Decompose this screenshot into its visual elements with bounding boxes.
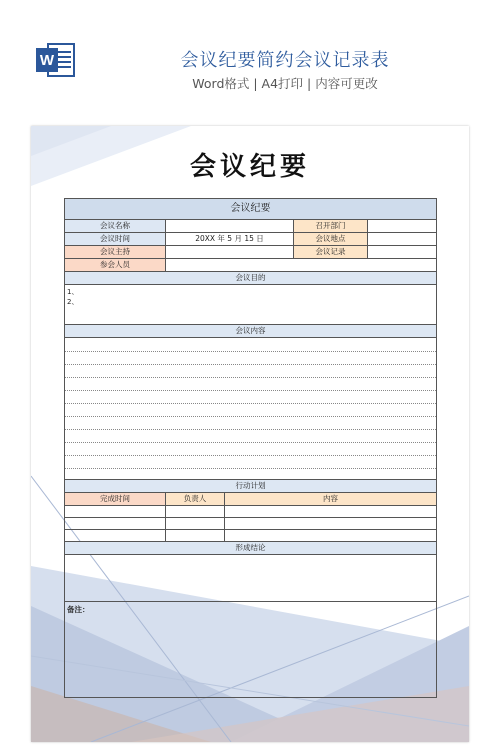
document-title: 会议纪要 — [189, 152, 310, 182]
svg-text:W: W — [39, 52, 55, 69]
field-department[interactable] — [368, 220, 436, 232]
plan-cell[interactable] — [65, 530, 166, 541]
form-row-time — [65, 233, 436, 246]
plan-cell[interactable] — [225, 518, 436, 529]
page-title: 会议纪要简约会议记录表 — [180, 50, 390, 71]
form-row-attendees — [65, 259, 436, 272]
content-line — [65, 377, 436, 378]
plan-cell[interactable] — [166, 518, 225, 529]
section-content-header: 会议内容 — [65, 325, 436, 338]
notes-area[interactable] — [65, 602, 436, 697]
label-attendees: 参会人员 — [65, 259, 166, 271]
plan-row — [65, 518, 436, 530]
field-host[interactable] — [166, 246, 294, 258]
label-recorder: 会议记录 — [294, 246, 368, 258]
conclusion-area[interactable] — [65, 555, 436, 602]
label-host: 会议主持 — [65, 246, 166, 258]
section-conclusion-header: 形成结论 — [65, 542, 436, 555]
purpose-area[interactable] — [65, 285, 436, 325]
form-row-host — [65, 246, 436, 259]
label-location: 会议地点 — [294, 233, 368, 245]
plan-cell[interactable] — [65, 506, 166, 517]
field-location[interactable] — [368, 233, 436, 245]
content-line — [65, 403, 436, 404]
plan-col-content: 内容 — [225, 493, 436, 505]
label-department: 召开部门 — [294, 220, 368, 232]
content-line — [65, 455, 436, 456]
field-attendees[interactable] — [166, 259, 436, 271]
field-meeting-name[interactable] — [166, 220, 294, 232]
plan-row — [65, 506, 436, 518]
content-line — [65, 442, 436, 443]
content-line — [65, 364, 436, 365]
content-line — [65, 416, 436, 417]
page-subtitle: Word格式 | A4打印 | 内容可更改 — [192, 76, 378, 91]
label-meeting-time: 会议时间 — [65, 233, 166, 245]
plan-cell[interactable] — [225, 506, 436, 517]
purpose-item: 1、 — [67, 288, 79, 296]
purpose-item: 2、 — [67, 298, 79, 306]
section-purpose-header: 会议目的 — [65, 272, 436, 285]
content-line — [65, 468, 436, 469]
meeting-form — [64, 198, 437, 698]
content-area[interactable] — [65, 338, 436, 480]
plan-cell[interactable] — [166, 506, 225, 517]
form-title: 会议纪要 — [65, 199, 436, 220]
plan-row — [65, 530, 436, 542]
form-row-name — [65, 220, 436, 233]
content-line — [65, 351, 436, 352]
content-line — [65, 429, 436, 430]
plan-cell[interactable] — [65, 518, 166, 529]
field-meeting-time[interactable]: 20XX 年 5 月 15 日 — [166, 233, 294, 245]
notes-label: 备注： — [67, 605, 90, 614]
preview-header — [0, 0, 500, 120]
plan-cell[interactable] — [225, 530, 436, 541]
plan-col-time: 完成时间 — [65, 493, 166, 505]
field-recorder[interactable] — [368, 246, 436, 258]
word-icon — [36, 42, 76, 78]
plan-cell[interactable] — [166, 530, 225, 541]
content-line — [65, 390, 436, 391]
label-meeting-name: 会议名称 — [65, 220, 166, 232]
plan-table-header — [65, 493, 436, 506]
plan-col-owner: 负责人 — [166, 493, 225, 505]
document-page — [31, 126, 469, 742]
section-plan-header: 行动计划 — [65, 480, 436, 493]
